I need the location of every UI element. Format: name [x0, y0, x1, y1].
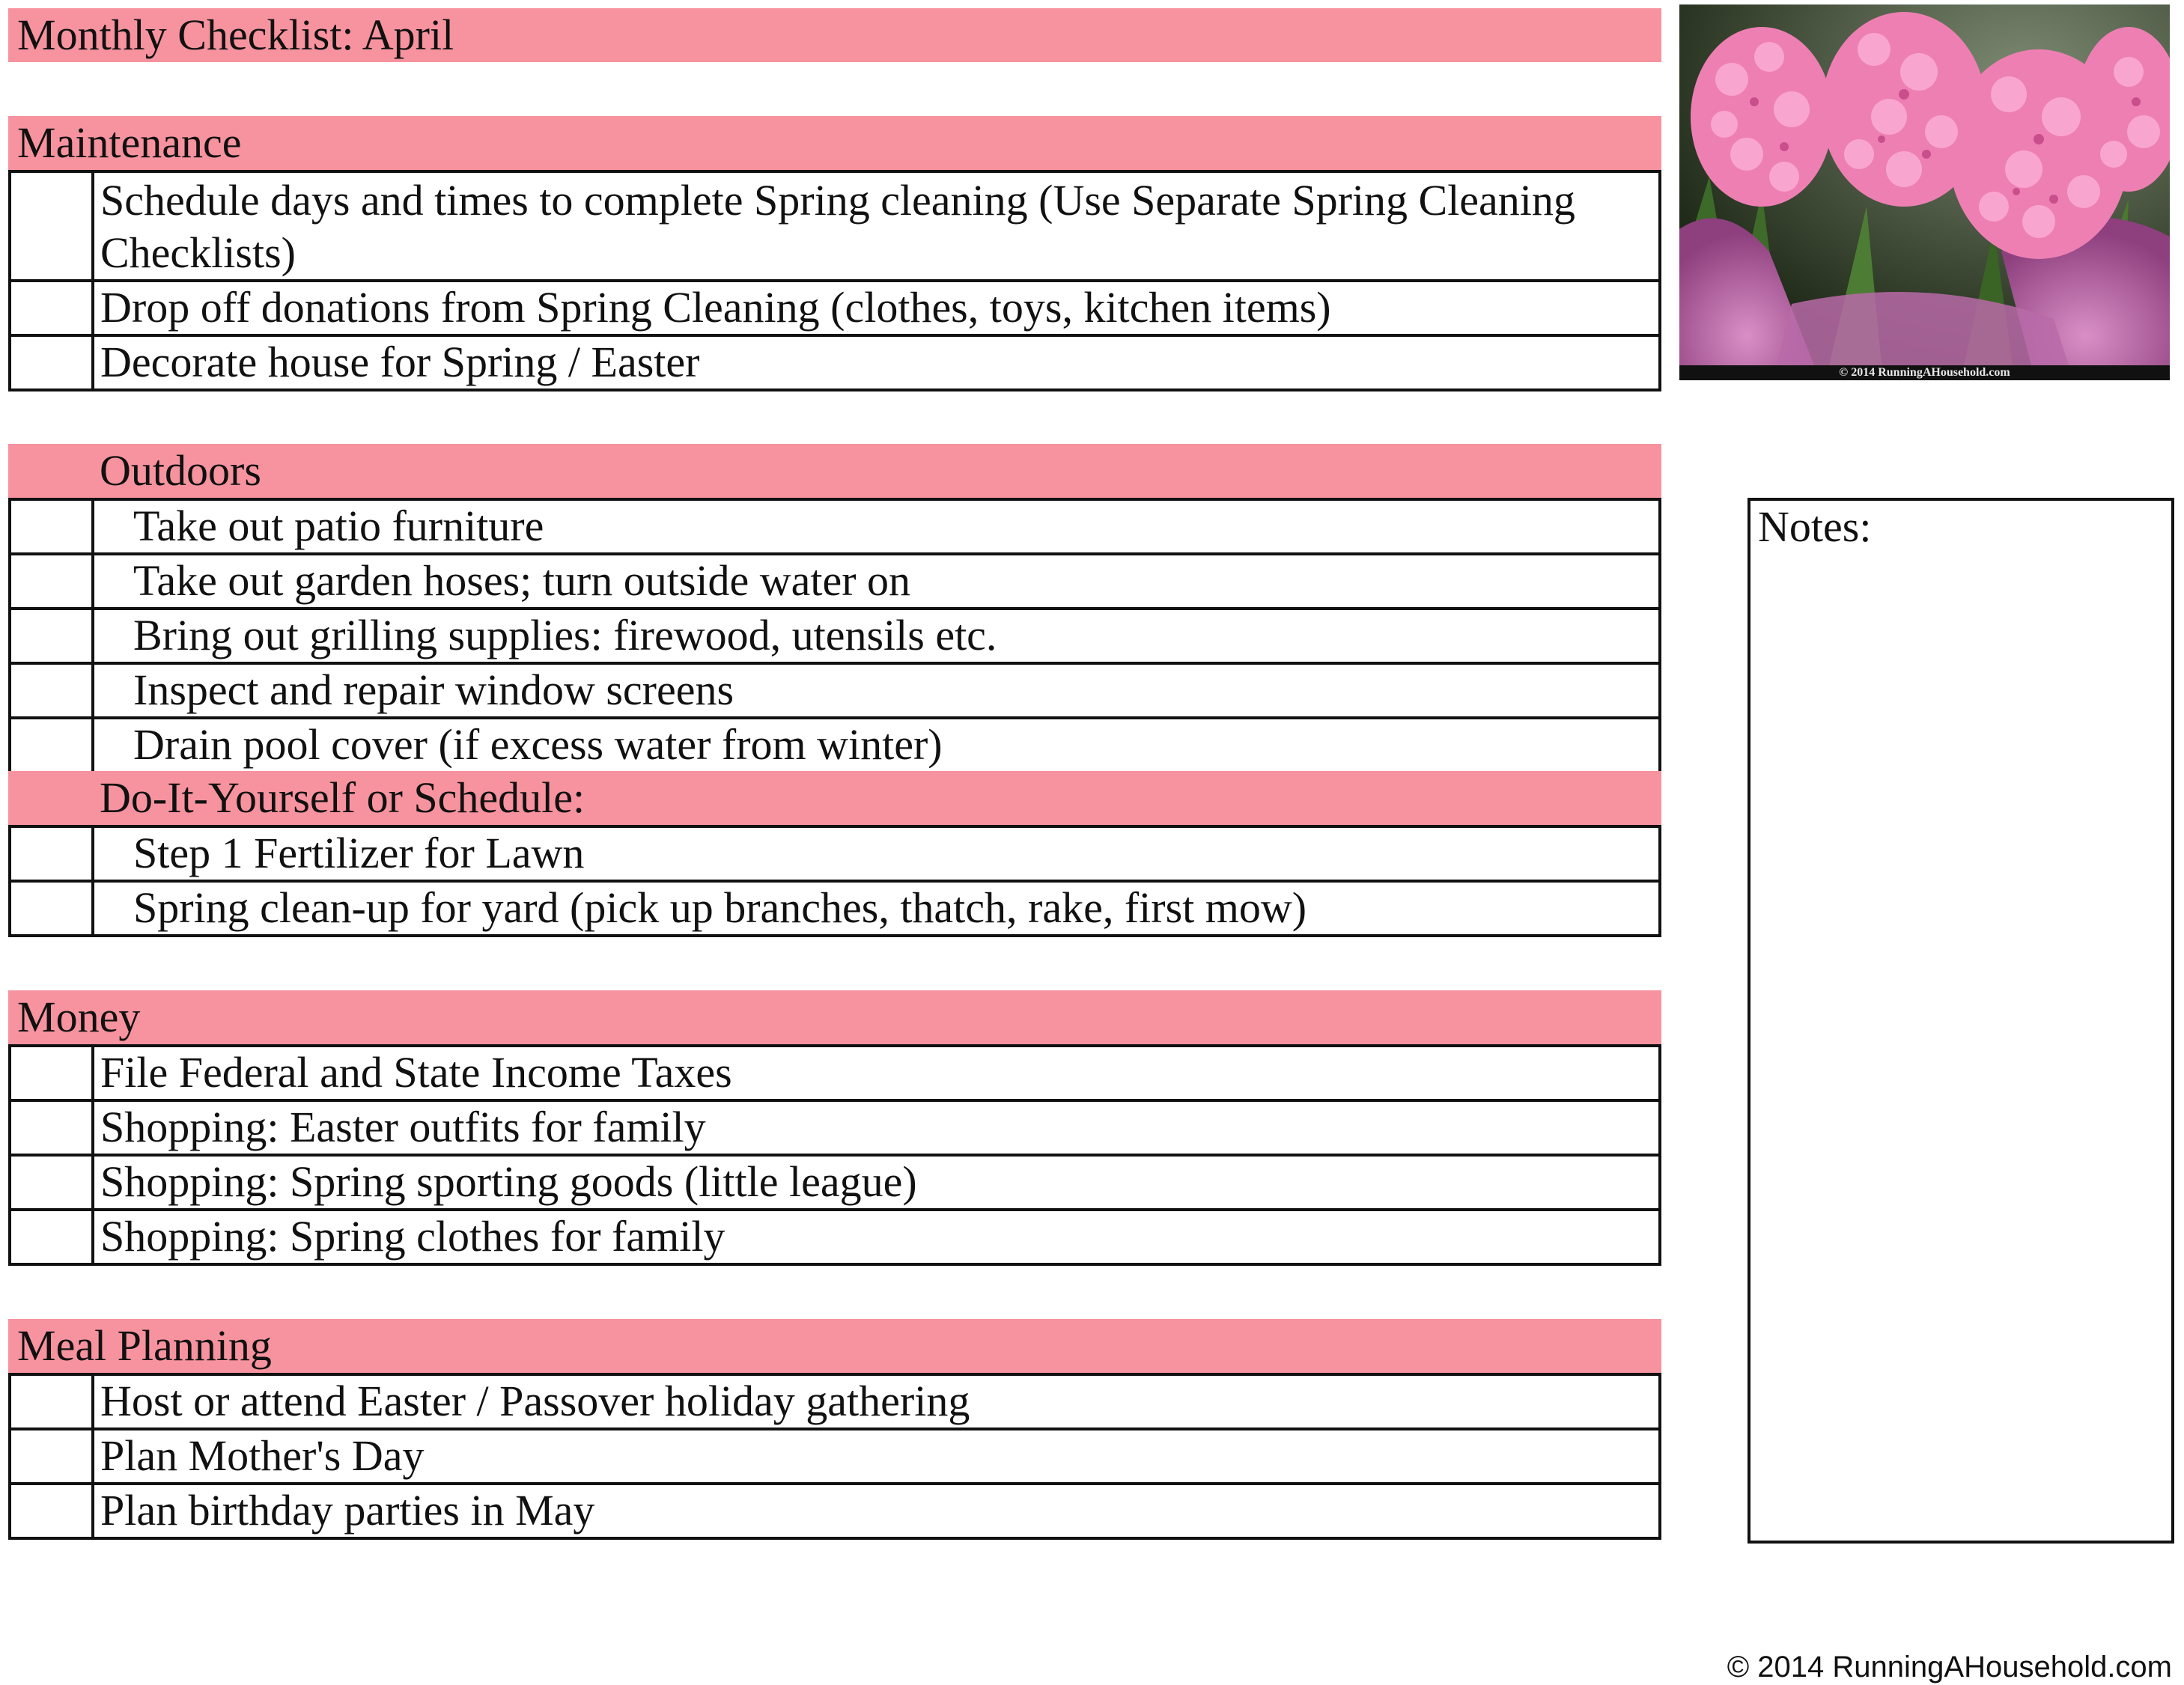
item-text: Shopping: Easter outfits for family [100, 1103, 706, 1151]
item-text: Drop off donations from Spring Cleaning (clothes, toys, kitchen items) [100, 283, 1331, 332]
checkbox[interactable] [11, 1157, 94, 1208]
item-text: Step 1 Fertilizer for Lawn [133, 829, 585, 877]
item-text: File Federal and State Income Taxes [100, 1048, 732, 1097]
checklist-meal-planning [8, 1373, 1661, 1540]
page-title: Monthly Checklist: April [8, 8, 1661, 62]
section-heading-diy: Do-It-Yourself or Schedule: [8, 771, 1661, 825]
list-item [11, 1430, 1658, 1485]
item-text: Take out garden hoses; turn outside water on [133, 556, 911, 605]
item-text: Host or attend Easter / Passover holiday gathering [100, 1377, 970, 1425]
item-text: Spring clean-up for yard (pick up branches, thatch, rake, first mow) [133, 883, 1307, 932]
list-item [11, 828, 1658, 883]
item-text: Drain pool cover (if excess water from winter) [133, 720, 943, 769]
item-text: Plan Mother's Day [100, 1431, 425, 1480]
item-text: Decorate house for Spring / Easter [100, 338, 700, 386]
list-item [11, 173, 1658, 282]
checkbox[interactable] [11, 610, 94, 662]
list-item [11, 665, 1658, 719]
checklist-money [8, 1044, 1661, 1266]
checkbox[interactable] [11, 173, 94, 279]
item-text: Take out patio furniture [133, 502, 544, 550]
list-item [11, 282, 1658, 337]
checklist-diy [8, 825, 1661, 937]
checkbox[interactable] [11, 1047, 94, 1099]
item-text: Shopping: Spring clothes for family [100, 1212, 726, 1261]
list-item [11, 1376, 1658, 1430]
photo-credit: © 2014 RunningAHousehold.com [1679, 365, 2170, 380]
list-item [11, 337, 1658, 391]
list-item [11, 719, 1658, 774]
checkbox[interactable] [11, 828, 94, 880]
list-item [11, 1157, 1658, 1211]
item-text: Schedule days and times to complete Spring cleaning (Use Separate Spring Cleaning Checklists) [100, 176, 1575, 277]
checkbox[interactable] [11, 555, 94, 607]
list-item [11, 555, 1658, 610]
checkbox[interactable] [11, 665, 94, 716]
list-item [11, 610, 1658, 665]
list-item [11, 1047, 1658, 1102]
checkbox[interactable] [11, 282, 94, 334]
section-heading-outdoors: Outdoors [8, 444, 1661, 498]
checkbox[interactable] [11, 1485, 94, 1537]
list-item [11, 883, 1658, 937]
section-heading-maintenance: Maintenance [8, 116, 1661, 170]
checklist-maintenance [8, 170, 1661, 391]
item-text: Inspect and repair window screens [133, 665, 734, 714]
checkbox[interactable] [11, 1430, 94, 1482]
notes-box[interactable] [1747, 498, 2174, 1544]
list-item [11, 501, 1658, 555]
item-text: Bring out grilling supplies: firewood, utensils etc. [133, 611, 997, 659]
checkbox[interactable] [11, 719, 94, 771]
section-heading-money: Money [8, 990, 1661, 1044]
checkbox[interactable] [11, 501, 94, 552]
checkbox[interactable] [11, 883, 94, 934]
hyacinth-photo [1679, 4, 2170, 380]
checkbox[interactable] [11, 1102, 94, 1154]
checkbox[interactable] [11, 1211, 94, 1263]
flower-illustration [1679, 4, 2170, 365]
list-item [11, 1211, 1658, 1266]
checkbox[interactable] [11, 337, 94, 389]
section-heading-meal-planning: Meal Planning [8, 1319, 1661, 1373]
list-item [11, 1102, 1658, 1157]
notes-label: Notes: [1758, 502, 1872, 551]
checklist-outdoors [8, 498, 1661, 774]
item-text: Plan birthday parties in May [100, 1486, 595, 1535]
list-item [11, 1485, 1658, 1540]
copyright-footer: © 2014 RunningAHousehold.com [1727, 1651, 2172, 1684]
item-text: Shopping: Spring sporting goods (little league) [100, 1157, 917, 1206]
checkbox[interactable] [11, 1376, 94, 1427]
